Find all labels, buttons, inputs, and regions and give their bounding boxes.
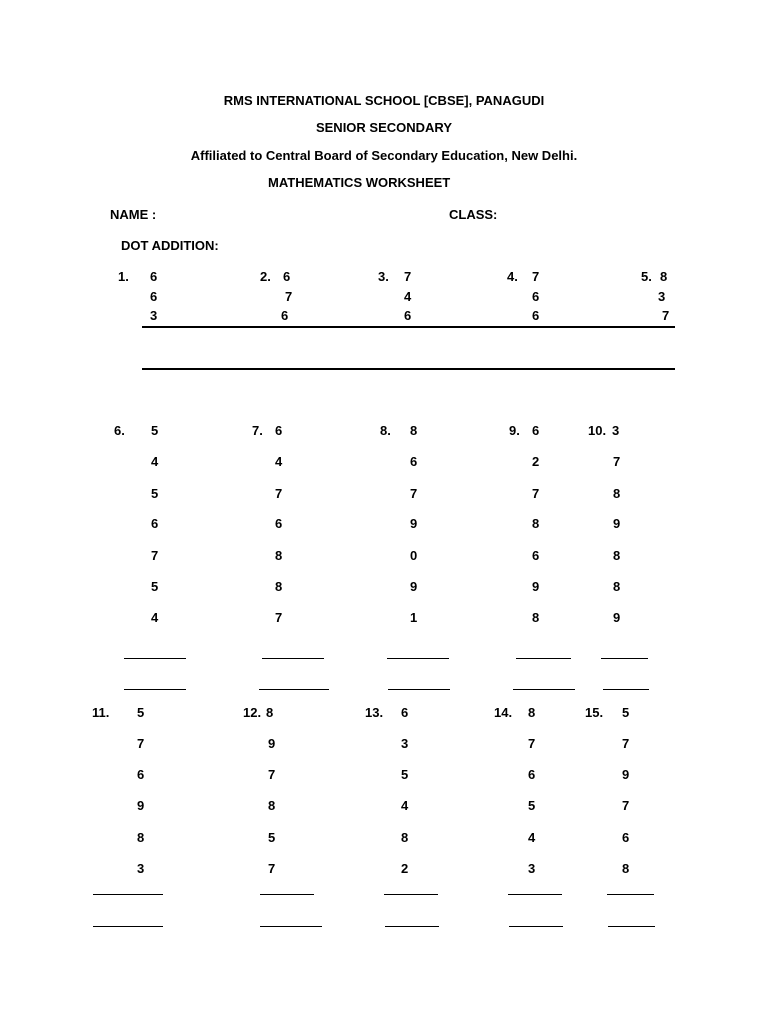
problem-digit: 3 — [150, 308, 158, 323]
problem-digit: 5 — [528, 798, 536, 813]
problem-digit: 9 — [410, 579, 418, 594]
problem-digit: 3 — [612, 423, 620, 438]
problem-digit: 4 — [404, 289, 412, 304]
problem-number: 15. — [585, 705, 604, 720]
problem-digit: 8 — [622, 861, 630, 876]
school-name: RMS INTERNATIONAL SCHOOL [CBSE], PANAGUDI — [223, 93, 545, 108]
answer-blank-line — [124, 689, 186, 690]
problem-digit: 6 — [401, 705, 409, 720]
answer-blank-line — [260, 894, 314, 895]
problem-digit: 3 — [658, 289, 666, 304]
problem-digit: 8 — [275, 548, 283, 563]
problem-digit: 3 — [528, 861, 536, 876]
answer-blank-line — [384, 894, 438, 895]
problem-number: 8. — [380, 423, 391, 438]
problem-digit: 6 — [281, 308, 289, 323]
problem-digit: 1 — [410, 610, 418, 625]
problem-digit: 9 — [137, 798, 145, 813]
answer-blank-line — [508, 894, 562, 895]
problem-digit: 4 — [401, 798, 409, 813]
answer-blank-line — [387, 658, 449, 659]
problem-digit: 7 — [410, 486, 418, 501]
problem-digit: 6 — [532, 308, 540, 323]
problem-digit: 6 — [532, 548, 540, 563]
problem-number: 1. — [118, 269, 129, 284]
problem-digit: 6 — [150, 269, 158, 284]
problem-digit: 4 — [528, 830, 536, 845]
problem-number: 10. — [588, 423, 607, 438]
problem-digit: 8 — [266, 705, 274, 720]
answer-blank-line — [608, 926, 655, 927]
problem-digit: 7 — [622, 798, 630, 813]
problem-digit: 6 — [532, 289, 540, 304]
problem-digit: 6 — [150, 289, 158, 304]
problem-digit: 2 — [401, 861, 409, 876]
problem-digit: 5 — [151, 486, 159, 501]
problem-digit: 3 — [137, 861, 145, 876]
answer-blank-line — [516, 658, 571, 659]
problem-digit: 9 — [532, 579, 540, 594]
answer-blank-line — [93, 926, 163, 927]
answer-blank-line — [388, 689, 450, 690]
problem-digit: 9 — [622, 767, 630, 782]
problem-digit: 6 — [528, 767, 536, 782]
problem-digit: 7 — [285, 289, 293, 304]
problem-digit: 7 — [532, 269, 540, 284]
answer-blank-line — [601, 658, 648, 659]
problem-digit: 5 — [268, 830, 276, 845]
problem-digit: 7 — [151, 548, 159, 563]
problem-number: 6. — [114, 423, 125, 438]
problem-number: 2. — [260, 269, 271, 284]
problem-digit: 3 — [401, 736, 409, 751]
answer-blank-line — [513, 689, 575, 690]
problem-digit: 5 — [151, 579, 159, 594]
problem-number: 9. — [509, 423, 520, 438]
problem-digit: 6 — [283, 269, 291, 284]
problem-digit: 6 — [137, 767, 145, 782]
problem-digit: 8 — [613, 579, 621, 594]
problem-digit: 2 — [532, 454, 540, 469]
problem-digit: 5 — [137, 705, 145, 720]
problem-digit: 9 — [268, 736, 276, 751]
answer-blank-line — [93, 894, 163, 895]
class-field-label: CLASS: — [449, 207, 498, 222]
problem-digit: 6 — [410, 454, 418, 469]
problem-digit: 9 — [613, 610, 621, 625]
problem-number: 3. — [378, 269, 389, 284]
answer-blank-line — [260, 926, 322, 927]
problem-digit: 0 — [410, 548, 418, 563]
problem-digit: 7 — [268, 861, 276, 876]
problem-digit: 8 — [137, 830, 145, 845]
answer-blank-line — [603, 689, 649, 690]
problem-digit: 7 — [268, 767, 276, 782]
answer-blank-line — [259, 689, 329, 690]
school-level: SENIOR SECONDARY — [315, 120, 453, 135]
problem-digit: 8 — [532, 610, 540, 625]
problem-digit: 6 — [275, 423, 283, 438]
answer-blank-line — [509, 926, 563, 927]
problem-digit: 7 — [275, 610, 283, 625]
problem-digit: 7 — [137, 736, 145, 751]
problem-digit: 4 — [151, 610, 159, 625]
problem-digit: 6 — [151, 516, 159, 531]
sum-line-2 — [142, 368, 675, 370]
problem-digit: 5 — [151, 423, 159, 438]
answer-blank-line — [385, 926, 439, 927]
problem-number: 4. — [507, 269, 518, 284]
problem-digit: 8 — [275, 579, 283, 594]
problem-digit: 9 — [613, 516, 621, 531]
problem-digit: 4 — [275, 454, 283, 469]
affiliation-line: Affiliated to Central Board of Secondary Education, New Delhi. — [190, 148, 578, 163]
problem-digit: 6 — [404, 308, 412, 323]
problem-digit: 4 — [151, 454, 159, 469]
problem-digit: 6 — [275, 516, 283, 531]
section-title: DOT ADDITION: — [121, 238, 219, 253]
problem-digit: 8 — [660, 269, 668, 284]
problem-digit: 5 — [622, 705, 630, 720]
answer-blank-line — [124, 658, 186, 659]
answer-blank-line — [262, 658, 324, 659]
answer-blank-line — [607, 894, 654, 895]
problem-digit: 8 — [613, 548, 621, 563]
problem-number: 12. — [243, 705, 262, 720]
problem-digit: 6 — [622, 830, 630, 845]
problem-digit: 8 — [401, 830, 409, 845]
problem-digit: 7 — [528, 736, 536, 751]
problem-digit: 8 — [268, 798, 276, 813]
sum-line-1 — [142, 326, 675, 328]
problem-digit: 7 — [275, 486, 283, 501]
problem-number: 11. — [92, 705, 110, 720]
problem-digit: 5 — [401, 767, 409, 782]
problem-digit: 7 — [662, 308, 670, 323]
problem-digit: 7 — [532, 486, 540, 501]
problem-number: 13. — [365, 705, 384, 720]
problem-digit: 7 — [613, 454, 621, 469]
problem-digit: 7 — [622, 736, 630, 751]
problem-digit: 8 — [410, 423, 418, 438]
name-field-label: NAME : — [110, 207, 157, 222]
problem-digit: 8 — [528, 705, 536, 720]
problem-digit: 9 — [410, 516, 418, 531]
worksheet-title: MATHEMATICS WORKSHEET — [268, 175, 451, 190]
problem-number: 5. — [641, 269, 652, 284]
problem-number: 14. — [494, 705, 513, 720]
problem-digit: 8 — [532, 516, 540, 531]
problem-digit: 8 — [613, 486, 621, 501]
problem-number: 7. — [252, 423, 263, 438]
problem-digit: 7 — [404, 269, 412, 284]
problem-digit: 6 — [532, 423, 540, 438]
